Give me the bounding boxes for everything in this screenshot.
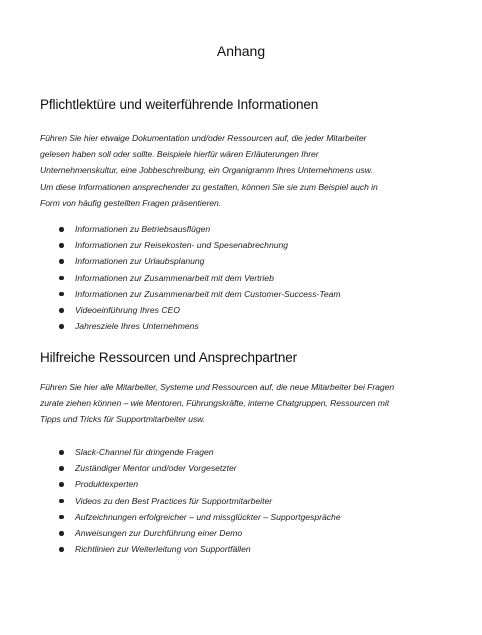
bullet-icon: [59, 259, 64, 264]
list-item: [40, 541, 450, 557]
list-item: [40, 476, 450, 492]
list-item-text: Informationen zur Zusammenarbeit mit dem Customer-Success-Team: [75, 288, 341, 299]
section-heading: Hilfreiche Ressourcen und Ansprechpartner: [40, 350, 298, 365]
bullet-list: [40, 444, 450, 557]
list-item-text: Produktexperten: [75, 479, 139, 490]
intro-line: Form von häufig gestellten Fragen präsentieren.: [40, 197, 222, 208]
list-item-text: Anweisungen zur Durchführung einer Demo: [75, 528, 243, 539]
bullet-icon: [59, 243, 64, 248]
list-item-text: Informationen zu Betriebsausflügen: [75, 224, 211, 234]
list-item: [40, 286, 450, 302]
bullet-icon: [59, 482, 64, 487]
bullet-icon: [59, 292, 64, 297]
list-item-text: Slack-Channel für dringende Fragen: [75, 447, 214, 457]
list-item-text: Informationen zur Zusammenarbeit mit dem Vertrieb: [75, 272, 274, 283]
bullet-icon: [59, 466, 64, 471]
list-item-text: Videos zu den Best Practices für Supportmitarbeiter: [75, 495, 273, 506]
intro-line: Um diese Informationen ansprechender zu gestalten, können Sie sie zum Beispiel auch in: [40, 181, 378, 192]
section-helpful-resources: [40, 349, 450, 555]
list-item: [40, 444, 450, 460]
bullet-icon: [59, 450, 64, 455]
section-required-reading: [40, 96, 450, 332]
bullet-icon: [59, 324, 64, 329]
list-item: [40, 525, 450, 541]
bullet-icon: [59, 308, 64, 313]
intro-line: Führen Sie hier etwaige Dokumentation und/oder Ressourcen auf, die jeder Mitarbeiter: [40, 133, 367, 143]
bullet-icon: [59, 499, 64, 504]
list-item: [40, 237, 450, 253]
bullet-list: [40, 221, 450, 334]
bullet-icon: [59, 227, 64, 232]
section-intro: [40, 379, 450, 428]
section-heading: Pflichtlektüre und weiterführende Informationen: [40, 97, 319, 112]
intro-line: Führen Sie hier alle Mitarbeiter, Systeme und Ressourcen auf, die neue Mitarbeiter bei Fragen: [40, 382, 395, 392]
page-title: Anhang: [216, 43, 266, 59]
list-item: [40, 509, 450, 525]
list-item: [40, 460, 450, 476]
list-item: [40, 253, 450, 269]
list-item-text: Richtlinien zur Weiterleitung von Supportfällen: [75, 544, 251, 555]
list-item: [40, 302, 450, 318]
list-item-text: Aufzeichnungen erfolgreicher – und missglückter – Supportgespräche: [75, 511, 341, 522]
list-item-text: Informationen zur Reisekosten- und Spesenabrechnung: [75, 240, 289, 251]
bullet-icon: [59, 515, 64, 520]
bullet-icon: [59, 547, 64, 552]
intro-line: zurate ziehen können – wie Mentoren, Führungskräfte, interne Chatgruppen, Ressourcen mit: [40, 398, 390, 409]
bullet-icon: [59, 276, 64, 281]
intro-line: Unternehmenskultur, eine Jobbeschreibung, ein Organigramm Ihres Unternehmens usw.: [40, 165, 373, 176]
list-item: [40, 493, 450, 509]
list-item: [40, 318, 450, 334]
intro-line: gelesen haben soll oder sollte. Beispiele hierfür wären Erläuterungen Ihrer: [40, 149, 319, 160]
intro-line: Tipps und Tricks für Supportmitarbeiter usw.: [40, 414, 206, 425]
list-item: [40, 270, 450, 286]
list-item-text: Jahresziele Ihres Unternehmens: [75, 321, 199, 332]
section-intro: [40, 130, 450, 211]
list-item-text: Zuständiger Mentor und/oder Vorgesetzter: [75, 463, 237, 474]
list-item-text: Videoeinführung Ihres CEO: [75, 305, 180, 316]
list-item: [40, 221, 450, 237]
list-item-text: Informationen zur Urlaubsplanung: [75, 256, 205, 267]
bullet-icon: [59, 531, 64, 536]
